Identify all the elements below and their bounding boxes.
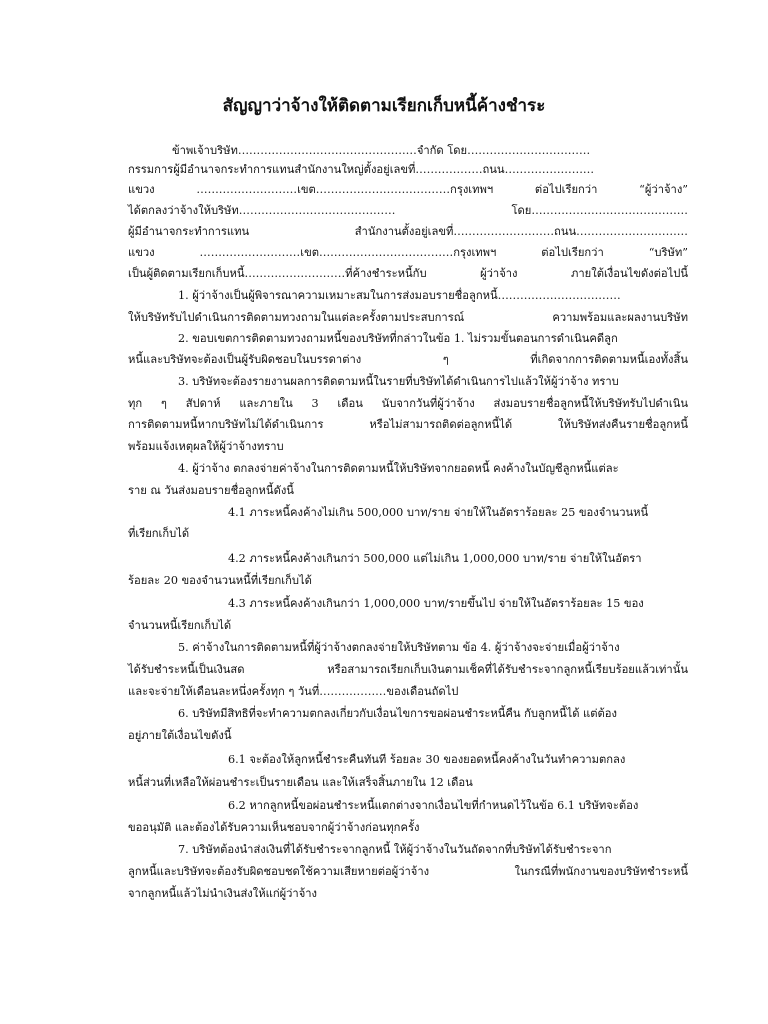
clause-4-1-line-2: ที่เรียกเก็บได้ <box>128 527 190 540</box>
clause-4-line-1: 4. ผู้ว่าจ้าง ตกลงจ่ายค่าจ้างในการติดตามหนี้ให้บริษัทจากยอดหนี้ คงค้างในบัญชีลูกหนี้แต่ละ <box>178 462 619 475</box>
clause-6-2-line-2: ขออนุมัติ และต้องได้รับความเห็นชอบจากผู้ว่าจ้างก่อนทุกครั้ง <box>128 821 420 834</box>
clause-5-line-1: 5. ค่าจ้างในการติดตามหนี้ที่ผู้ว่าจ้างตกลงจ่ายให้บริษัทตาม ข้อ 4. ผู้ว่าจ้างจะจ่ายเมื่อผู้ว่าจ้าง <box>178 641 620 654</box>
clause-4-1-line-1: 4.1 ภาระหนี้คงค้างไม่เกิน 500,000 บาท/ราย จ่ายให้ในอัตราร้อยละ 25 ของจำนวนหนี้ <box>228 506 649 519</box>
clause-2-line-2: หนี้และบริษัทจะต้องเป็นผู้รับผิดชอบในบรรดาต่าง ๆ ที่เกิดจากการติดตามหนี้เองทั้งสิ้น <box>128 353 688 366</box>
party-line-6: แขวง ………………………เขต………………………………กรุงเทพฯ ต่อไปเรียกว่า “บริษัท” <box>128 246 688 259</box>
clause-3-line-3: การติดตามหนี้หากบริษัทไม่ได้ดำเนินการ หรือไม่สามารถติดต่อลูกหนี้ได้ ให้บริษัทส่งคืนรายชื่อลูกหนี้ <box>128 418 688 431</box>
clause-3-line-4: พร้อมแจ้งเหตุผลให้ผู้ว่าจ้างทราบ <box>128 440 284 453</box>
clause-4-3-line-1: 4.3 ภาระหนี้คงค้างเกินกว่า 1,000,000 บาท/รายขึ้นไป จ่ายให้ในอัตราร้อยละ 15 ของ <box>228 597 644 610</box>
document-title: สัญญาว่าจ้างให้ติดตามเรียกเก็บหนี้ค้างชำระ <box>222 96 546 116</box>
clause-7-line-3: จากลูกหนี้แล้วไม่นำเงินส่งให้แก่ผู้ว่าจ้าง <box>128 887 318 900</box>
clause-7-line-2: ลูกหนี้และบริษัทจะต้องรับผิดชอบชดใช้ความเสียหายต่อผู้ว่าจ้าง ในกรณีที่พนักงานของบริษัทชำระหนี้ <box>128 865 688 878</box>
party-line-5: ผู้มีอำนาจกระทำการแทน สำนักงานตั้งอยู่เลขที่………………………ถนน………………………… <box>128 225 688 238</box>
clause-4-line-2: ราย ณ วันส่งมอบรายชื่อลูกหนี้ดังนี้ <box>128 484 294 497</box>
clause-5-line-2: ได้รับชำระหนี้เป็นเงินสด หรือสามารถเรียกเก็บเงินตามเช็คที่ได้รับชำระจากลูกหนี้เรียบร้อยแล้วเท่านั้น <box>128 663 688 676</box>
party-line-1: ข้าพเจ้าบริษัท…………………………………………จำกัด โดย…………………………… <box>172 144 591 157</box>
party-line-3: แขวง ………………………เขต………………………………กรุงเทพฯ ต่อไปเรียกว่า “ผู้ว่าจ้าง” <box>128 183 688 196</box>
clause-7-line-1: 7. บริษัทต้องนำส่งเงินที่ได้รับชำระจากลูกหนี้ ให้ผู้ว่าจ้างในวันถัดจากที่บริษัทได้รับชำระจาก <box>178 843 612 856</box>
clause-3-line-2: ทุก ๆ สัปดาห์ และภายใน 3 เดือน นับจากวันที่ผู้ว่าจ้าง ส่งมอบรายชื่อลูกหนี้ให้บริษัทรับไปดำเนิน <box>128 397 688 410</box>
clause-6-1-line-1: 6.1 จะต้องให้ลูกหนี้ชำระคืนทันที ร้อยละ 30 ของยอดหนี้คงค้างในวันทำความตกลง <box>228 753 626 766</box>
clause-3-line-1: 3. บริษัทจะต้องรายงานผลการติดตามหนี้ในรายที่บริษัทได้ดำเนินการไปแล้วให้ผู้ว่าจ้าง ทราบ <box>178 375 619 388</box>
clause-1-line-2: ให้บริษัทรับไปดำเนินการติดตามทวงถามในแต่ละครั้งตามประสบการณ์ ความพร้อมและผลงานบริษัท <box>128 311 688 324</box>
clause-4-2-line-2: ร้อยละ 20 ของจำนวนหนี้ที่เรียกเก็บได้ <box>128 574 312 587</box>
clause-6-line-1: 6. บริษัทมีสิทธิที่จะทำความตกลงเกี่ยวกับเงื่อนไขการขอผ่อนชำระหนี้คืน กับลูกหนี้ได้ แต่ต้อง <box>178 707 617 720</box>
clause-6-line-2: อยู่ภายใต้เงื่อนไขดังนี้ <box>128 729 232 742</box>
clause-1-line-1: 1. ผู้ว่าจ้างเป็นผู้พิจารณาความเหมาะสมในการส่งมอบรายชื่อลูกหนี้…………………………… <box>178 289 621 302</box>
clause-6-2-line-1: 6.2 หากลูกหนี้ขอผ่อนชำระหนี้แตกต่างจากเงื่อนไขที่กำหนดไว้ในข้อ 6.1 บริษัทจะต้อง <box>228 799 639 812</box>
clause-4-3-line-2: จำนวนหนี้เรียกเก็บได้ <box>128 619 232 632</box>
party-line-4: ได้ตกลงว่าจ้างให้บริษัท…………………………………… โดย…………………………………… <box>128 204 688 217</box>
clause-2-line-1: 2. ขอบเขตการติดตามทวงถามหนี้ของบริษัทที่กล่าวในข้อ 1. ไม่รวมขั้นตอนการดำเนินคดีลูก <box>178 332 618 345</box>
party-line-2: กรรมการผู้มีอำนาจกระทำการแทนสำนักงานใหญ่ตั้งอยู่เลขที่………………ถนน…………………… <box>128 163 595 176</box>
clause-4-2-line-1: 4.2 ภาระหนี้คงค้างเกินกว่า 500,000 แต่ไม่เกิน 1,000,000 บาท/ราย จ่ายให้ในอัตรา <box>228 552 642 565</box>
clause-5-line-3: และจะจ่ายให้เดือนละหนึ่งครั้งทุก ๆ วันที่………………ของเดือนถัดไป <box>128 685 459 698</box>
clause-6-1-line-2: หนี้ส่วนที่เหลือให้ผ่อนชำระเป็นรายเดือน และให้เสร็จสิ้นภายใน 12 เดือน <box>128 776 473 789</box>
party-line-7: เป็นผู้ติดตามเรียกเก็บหนี้………………………ที่ค้างชำระหนี้กับ ผู้ว่าจ้าง ภายใต้เงื่อนไขดังต่อไปนี้ <box>128 267 688 280</box>
